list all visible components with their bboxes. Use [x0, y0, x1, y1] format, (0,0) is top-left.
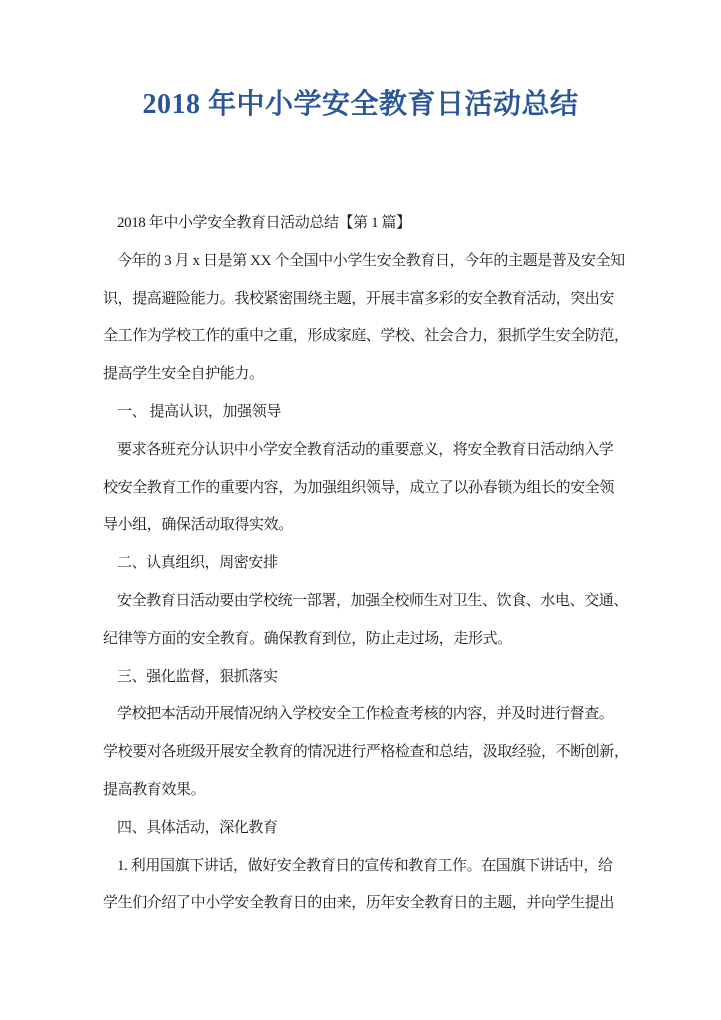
document-title: 2018 年中小学安全教育日活动总结	[142, 89, 579, 120]
text-line: 四、具体活动，深化教育	[117, 819, 278, 836]
text-line: 一、 提高认识，加强领导	[117, 403, 281, 420]
text-line: 今年的 3 月 x 日是第 XX 个全国中小学生安全教育日，今年的主题是普及安全知	[117, 252, 625, 269]
text-line: 识，提高避险能力。我校紧密围绕主题，开展丰富多彩的安全教育活动，突出安	[103, 290, 615, 307]
text-line: 导小组，确保活动取得实效。	[103, 517, 293, 534]
text-line: 学校要对各班级开展安全教育的情况进行严格检查和总结，汲取经验，不断创新，	[103, 744, 629, 761]
text-line: 提高教育效果。	[103, 781, 206, 798]
text-line: 三、强化监督，狠抓落实	[117, 668, 278, 685]
text-line: 纪律等方面的安全教育。确保教育到位，防止走过场，走形式。	[103, 630, 512, 647]
text-line: 提高学生安全自护能力。	[103, 366, 264, 383]
text-line: 学校把本活动开展情况纳入学校安全工作检查考核的内容，并及时进行督查。	[117, 706, 614, 723]
text-line: 1. 利用国旗下讲话，做好安全教育日的宣传和教育工作。在国旗下讲话中，给	[117, 857, 613, 874]
document-body	[103, 205, 643, 923]
text-line: 校安全教育工作的重要内容，为加强组织领导，成立了以孙春锁为组长的安全领	[103, 479, 615, 496]
text-line: 安全教育日活动要由学校统一部署，加强全校师生对卫生、饮食、水电、交通、	[117, 592, 629, 609]
text-line: 二、认真组织，周密安排	[117, 555, 278, 572]
text-line: 全工作为学校工作的重中之重，形成家庭、学校、社会合力，狠抓学生安全防范，	[103, 328, 629, 345]
text-line: 学生们介绍了中小学安全教育日的由来，历年安全教育日的主题，并向学生提出	[103, 895, 615, 912]
text-line: 要求各班充分认识中小学安全教育活动的重要意义，将安全教育日活动纳入学	[117, 441, 614, 458]
text-line: 2018 年中小学安全教育日活动总结【第 1 篇】	[117, 215, 411, 231]
